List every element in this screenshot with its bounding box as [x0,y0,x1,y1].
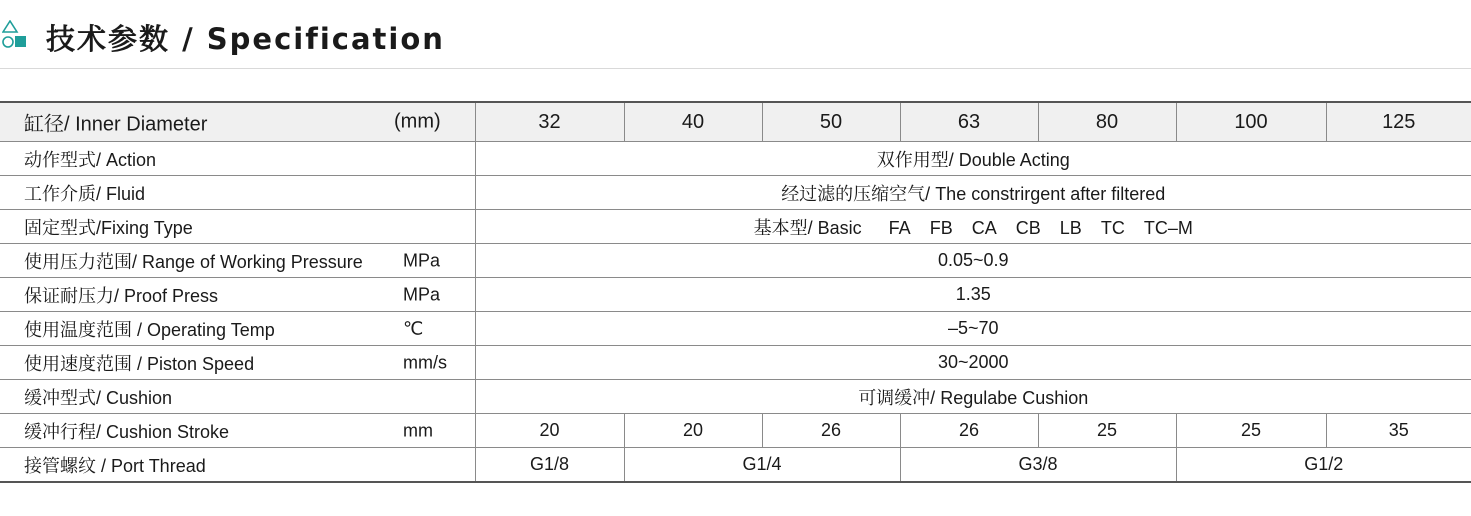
header-divider [0,68,1471,69]
diameter-value: 125 [1326,102,1471,142]
row-label-cell [0,448,475,483]
row-label-cell [0,346,475,380]
action-value: 双作用型/ Double Acting [475,142,1471,176]
row-unit: MPa [403,250,441,270]
row-proof-press [0,278,1471,312]
port-value: G1/8 [475,448,624,483]
stroke-value: 25 [1038,414,1176,448]
pressure-value: 0.05~0.9 [475,244,1471,278]
row-label-cell [0,244,475,278]
row-label-cell [0,102,475,142]
fixing-item: 基本型/ Basic [753,217,862,238]
row-cushion [0,380,1471,414]
row-label-cell [0,414,475,448]
temp-value: –5~70 [475,312,1471,346]
row-port-thread [0,448,1471,483]
row-cushion-stroke [0,414,1471,448]
port-value: G1/4 [624,448,900,483]
row-label: 固定型式/Fixing Type [24,217,193,238]
fluid-value: 经过滤的压缩空气/ The constrirgent after filtered [475,176,1471,210]
specification-table [0,101,1471,483]
stroke-value: 20 [475,414,624,448]
row-working-pressure [0,244,1471,278]
row-label-cell [0,176,475,210]
fixing-item: CA [971,217,997,238]
fixing-values [475,210,1471,244]
speed-value: 30~2000 [475,346,1471,380]
row-operating-temp [0,312,1471,346]
port-value: G1/2 [1176,448,1471,483]
diameter-value: 63 [900,102,1038,142]
fixing-item: TC [1100,217,1125,238]
row-piston-speed [0,346,1471,380]
row-label: 保证耐压力/ Proof Press [24,285,219,306]
row-unit: MPa [403,284,441,304]
row-label: 缸径/ Inner Diameter [24,113,208,136]
row-label: 使用温度范围 / Operating Temp [24,319,275,340]
stroke-value: 25 [1176,414,1326,448]
row-label: 动作型式/ Action [24,149,157,170]
row-label-cell [0,278,475,312]
section-header [0,0,1471,70]
stroke-value: 26 [762,414,900,448]
port-value: G3/8 [900,448,1176,483]
fixing-item: CB [1015,217,1041,238]
row-inner-diameter [0,102,1471,142]
row-unit: mm/s [403,352,447,372]
row-label: 使用压力范围/ Range of Working Pressure [24,251,363,272]
cushion-value: 可调缓冲/ Regulabe Cushion [475,380,1471,414]
fixing-item: TC–M [1143,217,1193,238]
diameter-value: 80 [1038,102,1176,142]
row-label: 工作介质/ Fluid [24,183,146,204]
row-fluid [0,176,1471,210]
page-title: 技术参数 / Specification [46,22,445,56]
stroke-value: 35 [1326,414,1471,448]
fixing-item: FB [929,217,953,238]
fixing-item: FA [888,217,911,238]
stroke-value: 26 [900,414,1038,448]
row-label-cell [0,210,475,244]
row-label-cell [0,142,475,176]
row-label: 使用速度范围 / Piston Speed [24,353,255,374]
row-label: 缓冲型式/ Cushion [24,387,173,408]
shapes-logo-icon [2,20,28,50]
row-label-cell [0,312,475,346]
fixing-item: LB [1059,217,1082,238]
row-action [0,142,1471,176]
diameter-value: 50 [762,102,900,142]
row-unit: (mm) [394,110,441,133]
row-fixing-type [0,210,1471,244]
diameter-value: 100 [1176,102,1326,142]
row-label: 缓冲行程/ Cushion Stroke [24,421,230,442]
row-label-cell [0,380,475,414]
stroke-value: 20 [624,414,762,448]
row-unit: ℃ [403,318,424,338]
proof-value: 1.35 [475,278,1471,312]
row-label: 接管螺纹 / Port Thread [24,455,206,476]
row-unit: mm [403,420,433,440]
diameter-value: 32 [475,102,624,142]
diameter-value: 40 [624,102,762,142]
